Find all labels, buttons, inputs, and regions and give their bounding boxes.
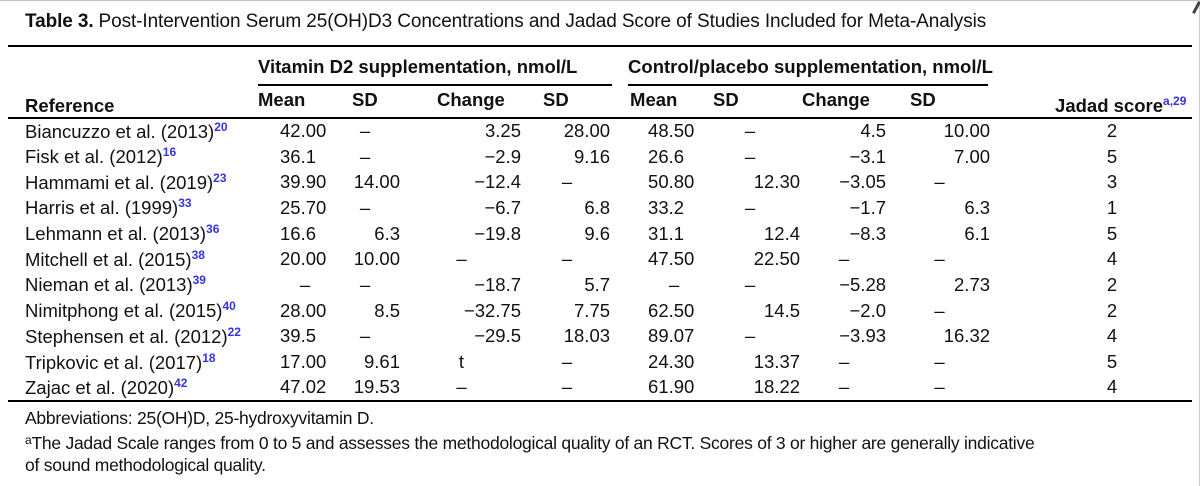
ctrl-change-sd-cell: 16.32 [943, 325, 991, 347]
study-label: Stephensen et al. (2012) [25, 325, 228, 347]
citation-link[interactable]: 16 [162, 145, 177, 160]
d2-sd-cell: 6.3 [374, 222, 400, 244]
d2-change-sd-cell: 9.6 [584, 222, 611, 244]
d2-change-sd-cell: – [561, 351, 573, 373]
ctrl-mean-cell: – [668, 273, 680, 295]
d2-mean-cell: 36.1 [280, 145, 317, 167]
jadad-score-cell: 4 [1106, 248, 1118, 270]
col-group-control-placebo-label: Control/placebo supplementation, nmol/L [628, 56, 988, 86]
ctrl-change-sd-cell: 6.3 [964, 196, 991, 218]
ctrl-change-cell: −8.3 [849, 222, 887, 244]
reference-cell [8, 324, 258, 350]
study-label: Lehmann et al. (2013) [25, 223, 207, 245]
col-group-control-placebo [612, 46, 992, 86]
ctrl-mean-cell: 48.50 [648, 120, 695, 142]
d2-change-sd-cell: – [561, 248, 573, 270]
d2-mean-cell: 47.02 [258, 375, 330, 401]
citation-link[interactable]: 18 [202, 350, 216, 365]
d2-change-sd-cell: – [524, 375, 612, 401]
d2-change-cell: t [458, 351, 465, 373]
reference-cell [8, 195, 258, 221]
col-header-ctrl-mean: Mean [612, 86, 700, 118]
jadad-score-cell: 4 [992, 375, 1192, 401]
study-label: Harris et al. (1999) [25, 197, 179, 219]
ctrl-sd-cell: 12.4 [764, 222, 801, 244]
reference-cell [8, 169, 258, 195]
abbreviations-note: Abbreviations: 25(OH)D, 25-hydroxyvitamin D. [25, 407, 374, 428]
ctrl-mean-cell: 62.50 [648, 299, 695, 321]
citation-link[interactable]: 42 [174, 375, 188, 390]
jadad-score-cell: 4 [1106, 325, 1118, 347]
table-footnotes [25, 407, 1199, 476]
data-table [8, 45, 1192, 402]
reference-cell [8, 272, 258, 298]
table-caption-label: Table 3. [25, 11, 94, 32]
jadad-score-cell: 1 [1106, 196, 1118, 218]
study-label: Fisk et al. (2012) [25, 146, 163, 168]
d2-mean-cell: 20.00 [280, 248, 327, 270]
study-label: Tripkovic et al. (2017) [25, 351, 203, 373]
reference-cell [8, 118, 258, 144]
jadad-score-cell: 5 [1106, 351, 1118, 373]
col-group-vitamin-d2 [258, 46, 612, 86]
study-label: Nieman et al. (2013) [25, 274, 193, 296]
jadad-score-cell: 2 [1106, 273, 1118, 295]
table-row [8, 349, 1192, 375]
reference-cell [8, 349, 258, 375]
table-row [8, 324, 1192, 350]
reference-cell [8, 144, 258, 170]
citation-link[interactable]: 23 [213, 170, 227, 185]
ctrl-sd-cell: 14.5 [764, 299, 801, 321]
ctrl-mean-cell: 47.50 [648, 248, 695, 270]
col-header-d2-mean: Mean [258, 86, 330, 118]
study-label: Hammami et al. (2019) [25, 171, 214, 193]
col-group-vitamin-d2-label: Vitamin D2 supplementation, nmol/L [258, 56, 612, 86]
ctrl-sd-cell: – [744, 120, 756, 142]
citation-link[interactable]: 22 [227, 324, 241, 339]
d2-sd-cell: 14.00 [353, 171, 400, 193]
table-row [8, 144, 1192, 170]
ctrl-change-cell: −3.05 [839, 171, 887, 193]
ctrl-sd-cell: 18.22 [700, 375, 802, 401]
col-header-d2-sd: SD [330, 86, 402, 118]
jadad-footnote-line1: $^a$The Jadad Scale ranges from 0 to 5 and assesses the methodological quality of an RCT. Scores of 3 or higher are generally indicative [25, 432, 1035, 453]
ctrl-sd-cell: 12.30 [753, 171, 801, 193]
ctrl-sd-cell: – [744, 273, 756, 295]
ctrl-change-sd-cell: 7.00 [954, 145, 991, 167]
table-body [8, 118, 1192, 401]
citation-link[interactable]: 33 [178, 196, 192, 211]
jadad-score-cell: 5 [1106, 145, 1118, 167]
d2-change-cell: 3.25 [484, 120, 521, 142]
ctrl-change-cell: −2.0 [849, 299, 887, 321]
ctrl-change-sd-cell: 6.1 [964, 222, 991, 244]
col-header-d2-change: Change [402, 86, 524, 118]
d2-sd-cell: 9.61 [363, 351, 400, 373]
col-header-ctrl-change: Change [802, 86, 889, 118]
table-row [8, 298, 1192, 324]
d2-sd-cell: 10.00 [353, 248, 400, 270]
ctrl-sd-cell: – [744, 196, 756, 218]
col-header-d2-change-sd: SD [524, 86, 612, 118]
ctrl-mean-cell: 24.30 [648, 351, 695, 373]
table-caption [0, 1, 1199, 45]
jadad-score-cell: 2 [1106, 120, 1118, 142]
ctrl-change-cell: −3.93 [839, 325, 887, 347]
d2-change-cell: −19.8 [474, 222, 521, 244]
d2-mean-cell: 25.70 [280, 196, 327, 218]
d2-change-sd-cell: 18.03 [563, 325, 611, 347]
ctrl-change-sd-cell: – [934, 299, 945, 321]
ctrl-change-sd-cell: 2.73 [954, 273, 991, 295]
jadad-score-cell: 5 [1106, 222, 1118, 244]
study-label: Mitchell et al. (2015) [25, 248, 192, 270]
ctrl-mean-cell: 31.1 [648, 222, 685, 244]
d2-change-cell: – [402, 375, 524, 401]
d2-sd-cell: 8.5 [374, 299, 400, 321]
d2-change-cell: −12.4 [474, 171, 521, 193]
citation-link[interactable]: 39 [192, 273, 206, 288]
study-label: Nimitphong et al. (2015) [25, 300, 223, 322]
jadad-score-cell: 3 [1106, 171, 1118, 193]
table-row [8, 375, 1192, 401]
table-row [8, 221, 1192, 247]
d2-mean-cell: 42.00 [280, 120, 327, 142]
citation-link[interactable]: 20 [214, 119, 228, 134]
table-row [8, 272, 1192, 298]
d2-mean-cell: 28.00 [280, 299, 327, 321]
ctrl-sd-cell: – [744, 325, 756, 347]
d2-mean-cell: 17.00 [280, 351, 327, 373]
citation-link[interactable]: 38 [191, 247, 205, 262]
d2-mean-cell: 39.5 [280, 325, 317, 347]
table-row [8, 169, 1192, 195]
ctrl-mean-cell: 61.90 [612, 375, 700, 401]
citation-link[interactable]: 40 [222, 299, 236, 314]
reference-cell [8, 298, 258, 324]
ctrl-change-cell: −3.1 [849, 145, 887, 167]
ctrl-change-sd-cell: – [934, 171, 945, 193]
ctrl-change-cell: 4.5 [860, 120, 887, 142]
col-header-jadad-score [992, 46, 1192, 118]
ctrl-mean-cell: 33.2 [648, 196, 685, 218]
d2-mean-cell: – [299, 273, 311, 295]
d2-change-sd-cell: 5.7 [584, 273, 611, 295]
table-row [8, 246, 1192, 272]
d2-change-sd-cell: 28.00 [563, 120, 611, 142]
ctrl-change-cell: −1.7 [849, 196, 887, 218]
d2-sd-cell: – [359, 273, 371, 295]
d2-sd-cell: 19.53 [330, 375, 402, 401]
ctrl-change-cell: – [802, 375, 889, 401]
table-caption-text: Post-Intervention Serum 25(OH)D3 Concentrations and Jadad Score of Studies Included for Meta-Analysis [98, 11, 987, 32]
reference-cell [8, 375, 258, 401]
col-header-reference: Reference [8, 46, 258, 118]
citation-link[interactable]: 36 [206, 222, 220, 237]
d2-change-cell: −32.75 [463, 299, 521, 321]
ctrl-change-sd-cell: – [889, 375, 992, 401]
d2-change-cell: −2.9 [484, 145, 521, 167]
ctrl-sd-cell: – [744, 145, 756, 167]
d2-change-cell: – [456, 248, 467, 270]
ctrl-mean-cell: 89.07 [648, 325, 695, 347]
d2-change-sd-cell: 6.8 [584, 196, 611, 218]
d2-change-sd-cell: 7.75 [574, 299, 611, 321]
col-header-ctrl-sd: SD [700, 86, 802, 118]
ctrl-change-sd-cell: – [934, 351, 945, 373]
d2-mean-cell: 16.6 [280, 222, 317, 244]
ctrl-sd-cell: 13.37 [753, 351, 801, 373]
table-row [8, 118, 1192, 144]
d2-change-cell: −18.7 [474, 273, 521, 295]
reference-cell [8, 221, 258, 247]
ctrl-sd-cell: 22.50 [753, 248, 801, 270]
jadad-score-cell: 2 [1106, 299, 1118, 321]
d2-sd-cell: – [359, 196, 371, 218]
citation-link[interactable]: a,29 [1163, 94, 1187, 108]
study-label: Zajac et al. (2020) [25, 376, 175, 398]
d2-change-cell: −6.7 [484, 196, 521, 218]
jadad-footnote-line2: of sound methodological quality. [25, 454, 266, 475]
d2-mean-cell: 39.90 [280, 171, 327, 193]
ctrl-mean-cell: 50.80 [648, 171, 695, 193]
d2-sd-cell: – [359, 145, 371, 167]
ctrl-mean-cell: 26.6 [648, 145, 685, 167]
table-row [8, 195, 1192, 221]
d2-change-sd-cell: 9.16 [574, 145, 611, 167]
ctrl-change-cell: −5.28 [839, 273, 887, 295]
d2-sd-cell: – [359, 120, 371, 142]
reference-cell [8, 246, 258, 272]
ctrl-change-sd-cell: – [934, 248, 945, 270]
ctrl-change-cell: – [838, 248, 850, 270]
d2-change-cell: −29.5 [474, 325, 521, 347]
ctrl-change-sd-cell: 10.00 [943, 120, 991, 142]
jadad-score-label: Jadad score [1055, 95, 1164, 116]
ctrl-change-cell: – [838, 351, 850, 373]
d2-sd-cell: – [359, 325, 371, 347]
study-label: Biancuzzo et al. (2013) [25, 120, 215, 142]
footnote-marker: a [25, 432, 32, 447]
col-header-ctrl-change-sd: SD [889, 86, 992, 118]
d2-change-sd-cell: – [561, 171, 573, 193]
